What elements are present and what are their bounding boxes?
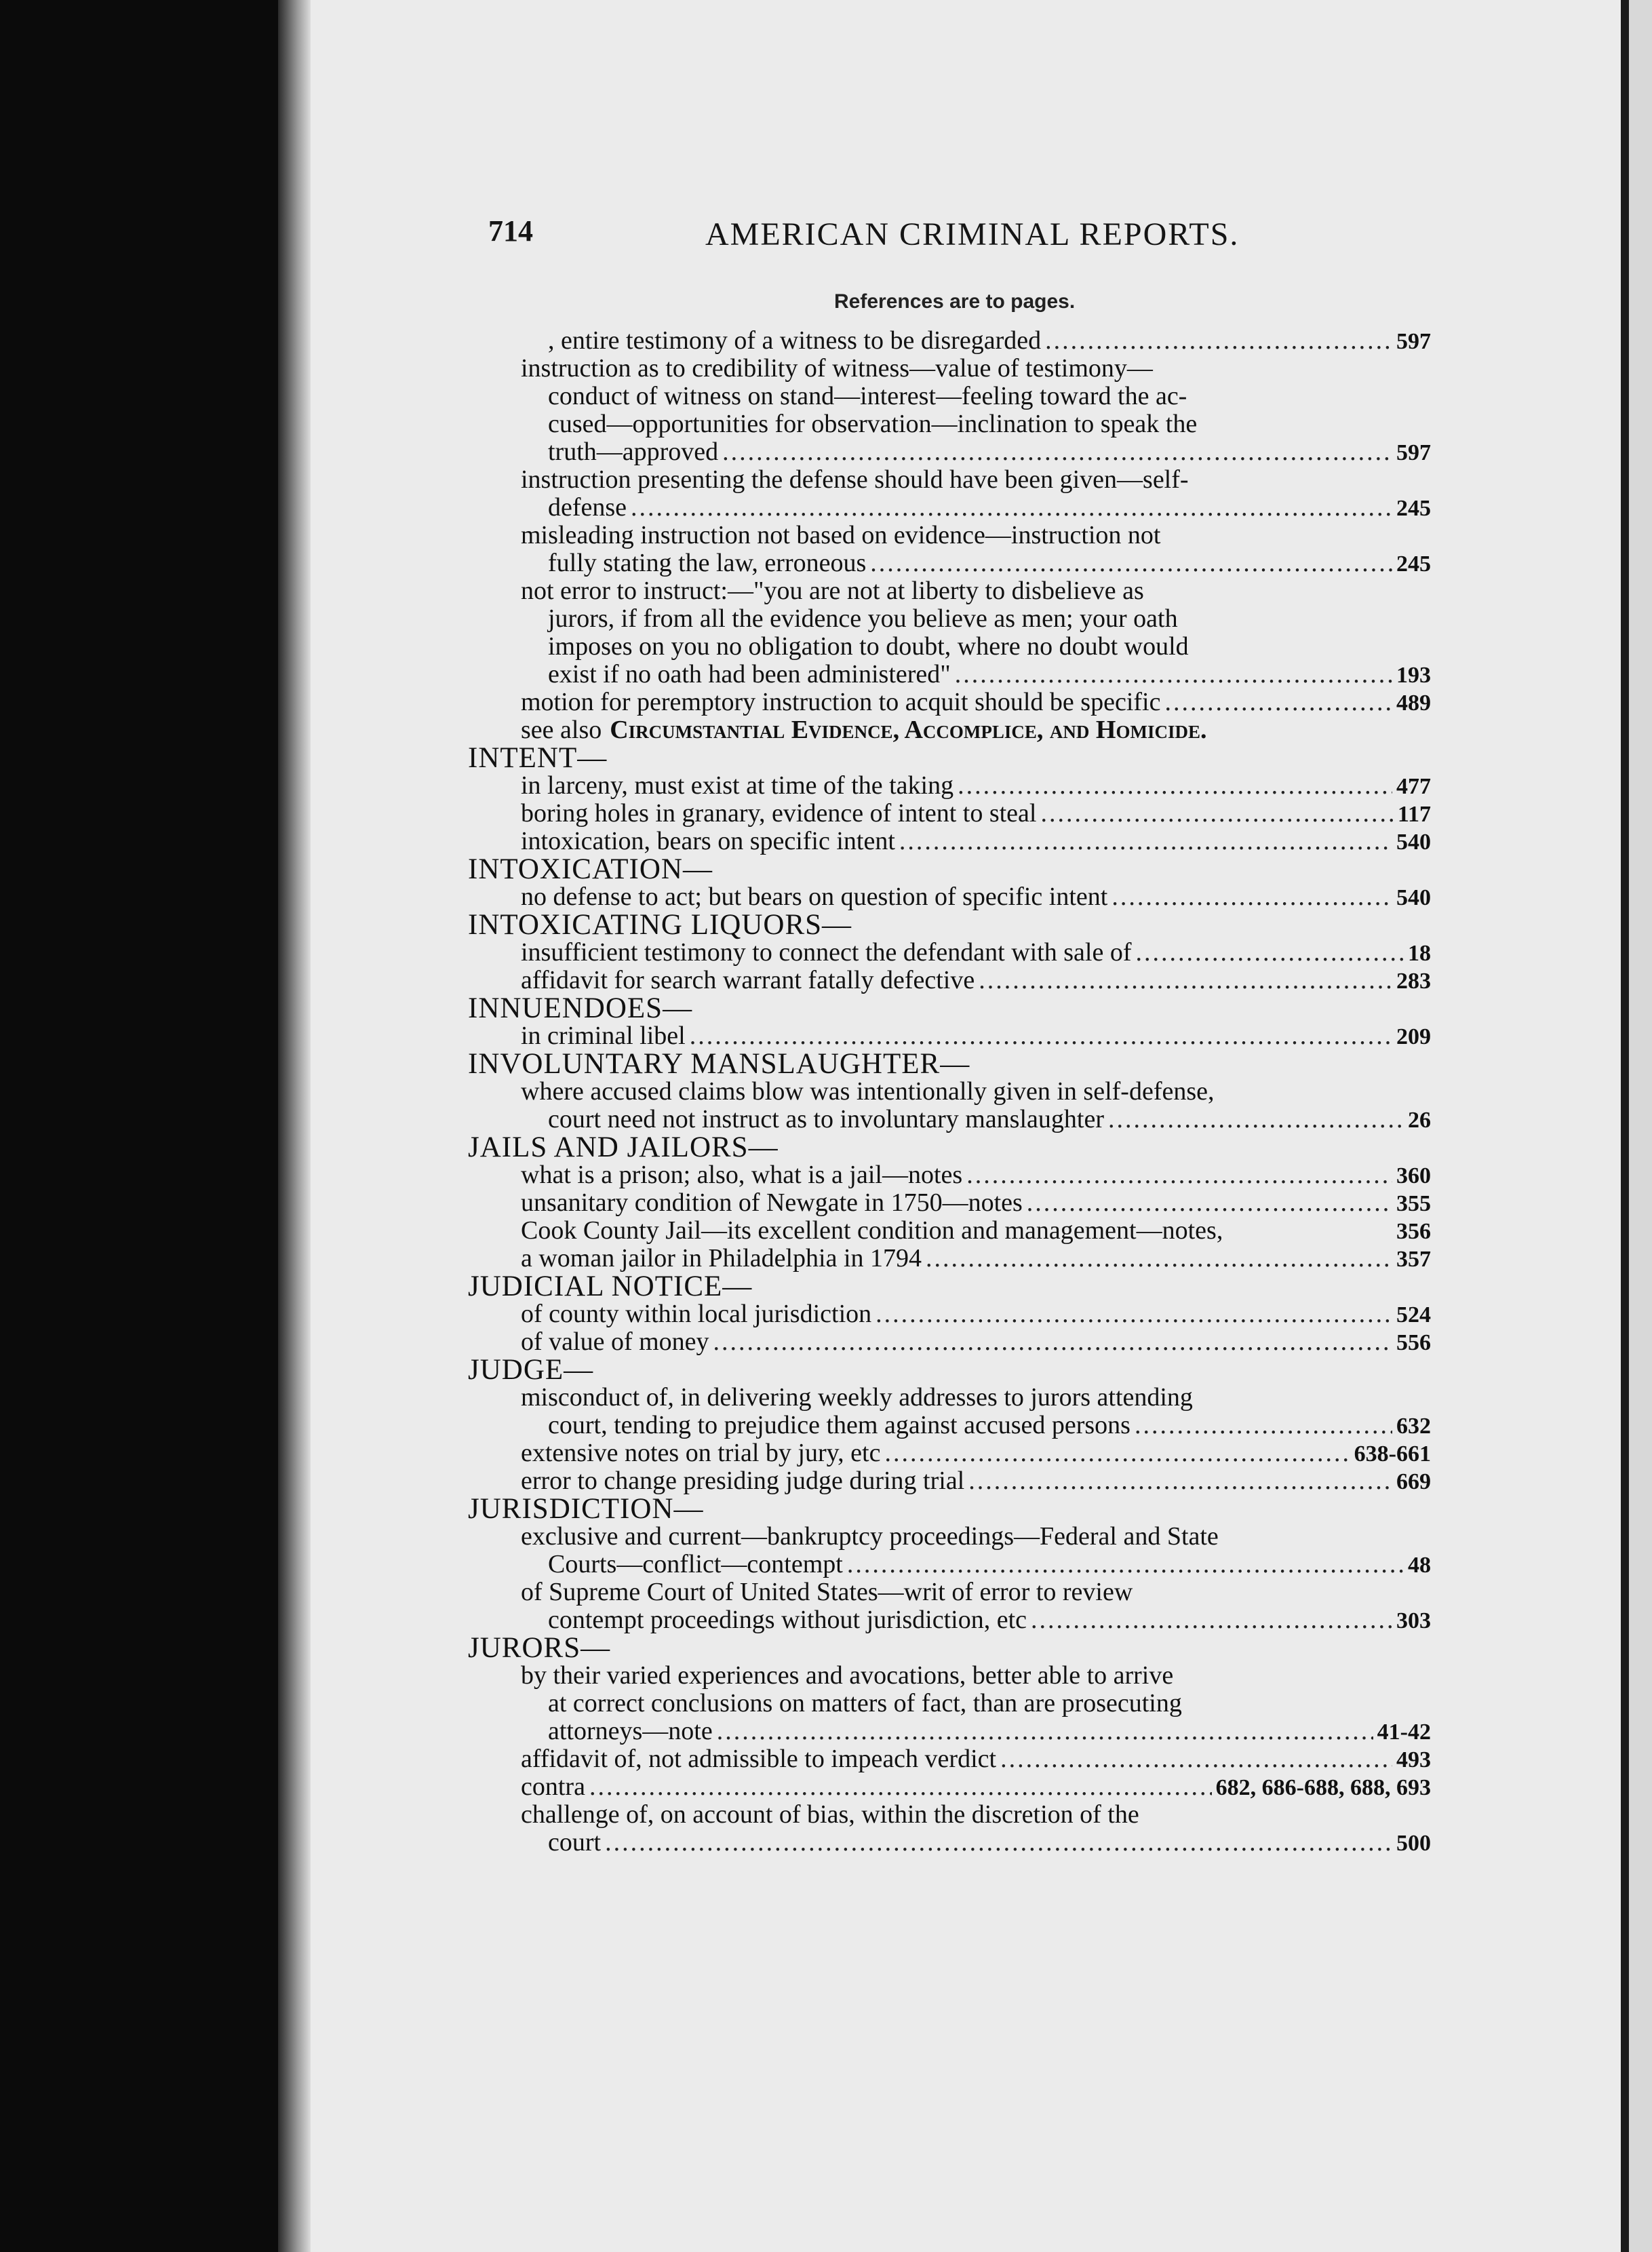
entry-text: , entire testimony of a witness to be disregarded: [548, 326, 1042, 355]
leader-dots: [899, 828, 1392, 855]
entry-text: Cook County Jail—its excellent condition and management—notes,: [521, 1216, 1223, 1245]
leader-dots: [1000, 1745, 1392, 1773]
leader-dots: [876, 1300, 1392, 1328]
page-reference: 682, 686-688, 688, 693: [1215, 1775, 1431, 1800]
leader-dots: [605, 1829, 1392, 1857]
index-entry: [468, 1578, 1431, 1606]
entry-text: JAILS AND JAILORS—: [468, 1131, 779, 1163]
index-entry: [468, 494, 1431, 522]
entry-text: imposes on you no obligation to doubt, where no doubt would: [548, 632, 1189, 661]
entry-text: exclusive and current—bankruptcy proceedings—Federal and State: [521, 1522, 1219, 1551]
index-entry: [468, 1551, 1431, 1578]
page-reference: 48: [1408, 1553, 1431, 1578]
entry-text: motion for peremptory instruction to acquit should be specific: [521, 688, 1161, 716]
page-reference: 524: [1396, 1302, 1431, 1327]
entry-text: what is a prison; also, what is a jail—notes: [521, 1161, 963, 1189]
page-reference: 556: [1396, 1330, 1431, 1355]
index-entry: [468, 577, 1431, 605]
page-reference: 500: [1396, 1831, 1431, 1856]
entry-text: court need not instruct as to involuntary manslaughter: [548, 1105, 1104, 1133]
index-heading: [468, 994, 1431, 1022]
leader-dots: [1031, 1606, 1392, 1634]
leader-dots: [589, 1773, 1212, 1801]
page-reference: 632: [1396, 1414, 1431, 1439]
index-entry: [468, 1106, 1431, 1133]
index-entry: [468, 549, 1431, 577]
index-entry: [468, 716, 1431, 744]
index-entry: [468, 1801, 1431, 1829]
index-entry: [468, 1300, 1431, 1328]
entry-text: JUDICIAL NOTICE—: [468, 1270, 753, 1302]
leader-dots: [722, 438, 1392, 466]
leader-dots: [955, 661, 1392, 688]
cross-reference: Circumstantial Evidence, Accomplice, and Homicide.: [610, 716, 1207, 744]
index-entry: [468, 327, 1431, 355]
index-entry: [468, 1717, 1431, 1745]
page-edge: [1621, 0, 1629, 2252]
index-entry: [468, 1745, 1431, 1773]
index-heading: [468, 911, 1431, 939]
index-entries: [468, 327, 1431, 1857]
index-entry: [468, 800, 1431, 828]
entry-text: INVOLUNTARY MANSLAUGHTER—: [468, 1048, 970, 1080]
page-reference: 360: [1396, 1163, 1431, 1188]
index-entry: [468, 605, 1431, 633]
index-entry: [468, 1078, 1431, 1106]
entry-text: court: [548, 1828, 602, 1857]
leader-dots: [847, 1551, 1404, 1578]
page-reference: 283: [1396, 969, 1431, 994]
index-entry: [468, 828, 1431, 855]
entry-text: INTOXICATING LIQUORS—: [468, 909, 852, 941]
leader-dots: [1135, 1412, 1392, 1439]
entry-text: boring holes in granary, evidence of intent to steal: [521, 799, 1037, 828]
entry-text: defense: [548, 493, 627, 522]
page-number: 714: [488, 214, 533, 248]
page-reference: 117: [1397, 802, 1431, 827]
entry-text: INTENT—: [468, 742, 608, 774]
leader-dots: [713, 1328, 1392, 1356]
entry-text: court, tending to prejudice them against accused persons: [548, 1411, 1130, 1439]
entry-text: misleading instruction not based on evidence—instruction not: [521, 521, 1161, 549]
entry-text: contempt proceedings without jurisdiction, etc: [548, 1606, 1027, 1634]
index-heading: [468, 855, 1431, 883]
index-entry: [468, 883, 1431, 911]
page-reference: 357: [1396, 1247, 1431, 1272]
leader-dots: [1112, 883, 1392, 911]
index-entry: [468, 1439, 1431, 1467]
next-page-edge: [1629, 0, 1652, 2252]
entry-text: error to change presiding judge during trial: [521, 1467, 965, 1495]
book-page: [278, 0, 1621, 2252]
page-reference: 18: [1408, 941, 1431, 966]
entry-text: JUDGE—: [468, 1354, 594, 1386]
leader-dots: [690, 1022, 1392, 1050]
entry-text: jurors, if from all the evidence you believe as men; your oath: [548, 604, 1178, 633]
entry-text: affidavit for search warrant fatally defective: [521, 966, 975, 994]
index-entry: [468, 939, 1431, 967]
index-entry: [468, 772, 1431, 800]
leader-dots: [1108, 1106, 1404, 1133]
entry-text: instruction presenting the defense should have been given—self-: [521, 465, 1189, 494]
entry-text: in larceny, must exist at time of the taking: [521, 771, 954, 800]
entry-text: INTOXICATION—: [468, 853, 713, 885]
page-reference: 597: [1396, 440, 1431, 465]
index-entry: [468, 1662, 1431, 1690]
index-entry: [468, 1161, 1431, 1189]
page-reference: 245: [1396, 496, 1431, 521]
index-entry: [468, 383, 1431, 410]
entry-text: Courts—conflict—contempt: [548, 1550, 843, 1578]
page-reference: 669: [1396, 1469, 1431, 1494]
index-entry: [468, 1022, 1431, 1050]
entry-text: by their varied experiences and avocations, better able to arrive: [521, 1661, 1174, 1690]
entry-text: unsanitary condition of Newgate in 1750—notes: [521, 1188, 1023, 1217]
entry-text: of county within local jurisdiction: [521, 1300, 872, 1328]
leader-dots: [870, 549, 1392, 577]
entry-text: intoxication, bears on specific intent: [521, 827, 895, 855]
index-entry: [468, 1217, 1431, 1245]
entry-text: at correct conclusions on matters of fact, than are prosecuting: [548, 1689, 1182, 1717]
page-reference: 303: [1396, 1608, 1431, 1633]
entry-text: extensive notes on trial by jury, etc: [521, 1439, 881, 1467]
entry-text: a woman jailor in Philadelphia in 1794: [521, 1244, 922, 1273]
index-entry: [468, 466, 1431, 494]
index-heading: [468, 744, 1431, 772]
index-entry: [468, 1384, 1431, 1412]
leader-dots: [979, 967, 1392, 994]
entry-text: JURORS—: [468, 1632, 611, 1664]
page-reference: 597: [1396, 329, 1431, 354]
page-reference: 493: [1396, 1747, 1431, 1772]
index-heading: [468, 1634, 1431, 1662]
index-entry: [468, 967, 1431, 994]
leader-dots: [631, 494, 1392, 522]
references-note: References are to pages.: [834, 290, 1076, 313]
entry-text: of Supreme Court of United States—writ of error to review: [521, 1578, 1133, 1606]
entry-text: no defense to act; but bears on question of specific intent: [521, 882, 1108, 911]
entry-text: conduct of witness on stand—interest—feeling toward the ac-: [548, 382, 1187, 410]
index-heading: [468, 1495, 1431, 1523]
index-entry: [468, 1690, 1431, 1717]
leader-dots: [1040, 800, 1393, 828]
leader-dots: [1045, 327, 1392, 355]
index-entry: [468, 410, 1431, 438]
page-reference: 245: [1396, 551, 1431, 577]
page-reference: 477: [1396, 774, 1431, 799]
leader-dots: [968, 1467, 1392, 1495]
index-entry: [468, 633, 1431, 661]
page-reference: 193: [1396, 663, 1431, 688]
index-heading: [468, 1356, 1431, 1384]
index-heading: [468, 1050, 1431, 1078]
index-entry: [468, 1412, 1431, 1439]
leader-dots: [958, 772, 1392, 800]
entry-text: affidavit of, not admissible to impeach verdict: [521, 1745, 997, 1773]
leader-dots: [926, 1245, 1392, 1273]
entry-text: exist if no oath had been administered": [548, 660, 951, 688]
index-entry: [468, 1467, 1431, 1495]
entry-text: INNUENDOES—: [468, 992, 693, 1024]
entry-text: JURISDICTION—: [468, 1493, 704, 1525]
index-entry: [468, 1189, 1431, 1217]
index-entry: [468, 661, 1431, 688]
leader-dots: [1136, 939, 1404, 967]
page-reference: 356: [1396, 1219, 1431, 1244]
page-reference: 540: [1396, 885, 1431, 910]
index-entry: [468, 1245, 1431, 1273]
leader-dots: [884, 1439, 1350, 1467]
entry-text: see also: [521, 716, 602, 744]
page-reference: 489: [1396, 691, 1431, 716]
index-entry: [468, 1328, 1431, 1356]
index-entry: [468, 1523, 1431, 1551]
entry-text: in criminal libel: [521, 1022, 686, 1050]
leader-dots: [717, 1717, 1373, 1745]
entry-text: of value of money: [521, 1327, 709, 1356]
entry-text: fully stating the law, erroneous: [548, 549, 867, 577]
index-entry: [468, 1829, 1431, 1857]
page-reference: 355: [1396, 1191, 1431, 1216]
index-entry: [468, 355, 1431, 383]
index-entry: [468, 688, 1431, 716]
running-title: AMERICAN CRIMINAL REPORTS.: [705, 216, 1240, 252]
index-heading: [468, 1133, 1431, 1161]
page-reference: 26: [1408, 1108, 1431, 1133]
page-reference: 209: [1396, 1024, 1431, 1049]
entry-text: challenge of, on account of bias, within the discretion of the: [521, 1800, 1139, 1829]
index-entry: [468, 1773, 1431, 1801]
page-reference: 41-42: [1377, 1720, 1431, 1745]
entry-text: instruction as to credibility of witness—value of testimony—: [521, 354, 1153, 383]
leader-dots: [1027, 1189, 1392, 1217]
entry-text: misconduct of, in delivering weekly addresses to jurors attending: [521, 1383, 1193, 1412]
entry-text: where accused claims blow was intentionally given in self-defense,: [521, 1077, 1215, 1106]
index-entry: [468, 1606, 1431, 1634]
entry-text: cused—opportunities for observation—inclination to speak the: [548, 410, 1198, 438]
leader-dots: [1164, 688, 1392, 716]
entry-text: not error to instruct:—"you are not at liberty to disbelieve as: [521, 577, 1144, 605]
index-heading: [468, 1270, 1431, 1302]
entry-text: truth—approved: [548, 438, 719, 466]
entry-text: contra: [521, 1772, 585, 1801]
index-entry: [468, 438, 1431, 466]
page-reference: 540: [1396, 830, 1431, 855]
entry-text: attorneys—note: [548, 1717, 713, 1745]
page-reference: 638-661: [1354, 1441, 1431, 1467]
index-entry: [468, 522, 1431, 549]
leader-dots: [966, 1161, 1392, 1189]
entry-text: insufficient testimony to connect the defendant with sale of: [521, 938, 1132, 967]
